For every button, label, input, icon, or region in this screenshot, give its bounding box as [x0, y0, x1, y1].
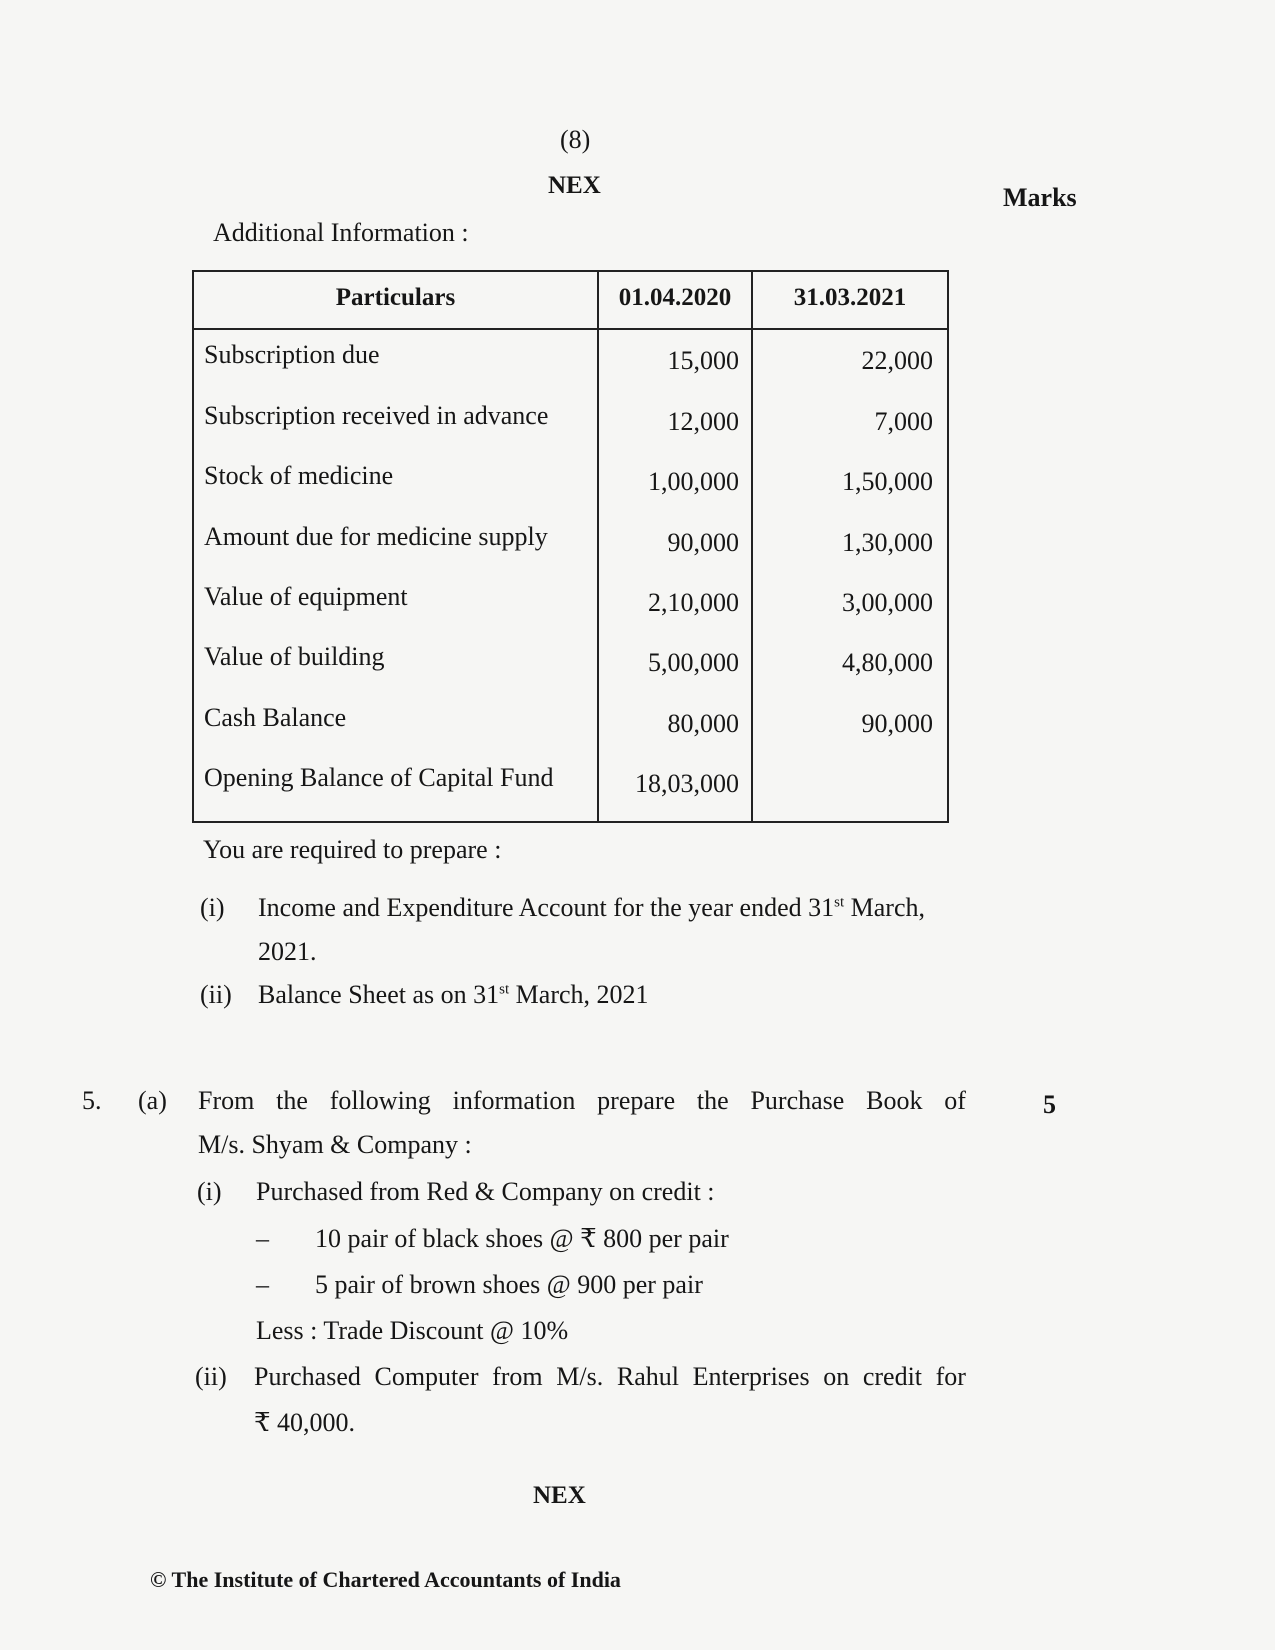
table-row-label: Opening Balance of Capital Fund	[204, 763, 554, 792]
additional-information-label: Additional Information :	[213, 218, 469, 247]
table-cell-opening: 90,000	[667, 528, 739, 557]
page-number: (8)	[560, 125, 591, 154]
table-cell-closing: 4,80,000	[842, 648, 933, 677]
table-cell-closing: 3,00,000	[842, 588, 933, 617]
question-marks: 5	[1043, 1090, 1056, 1119]
table-row-label: Value of building	[204, 642, 385, 671]
table-row-label: Stock of medicine	[204, 461, 394, 490]
required-item-1: Income and Expenditure Account for the year ended 31st March,	[258, 893, 925, 922]
required-intro: You are required to prepare :	[203, 835, 502, 864]
additional-information-table	[192, 270, 949, 823]
table-row-label: Subscription received in advance	[204, 401, 549, 430]
copyright-notice: © The Institute of Chartered Accountants of India	[150, 1567, 621, 1592]
table-row-label: Subscription due	[204, 340, 380, 369]
item-number: (i)	[197, 1177, 222, 1206]
paper-code-bottom: NEX	[533, 1482, 586, 1509]
table-cell-opening: 18,03,000	[635, 769, 739, 798]
table-cell-closing: 7,000	[874, 407, 933, 436]
paper-code-top: NEX	[548, 172, 601, 199]
question-line-2: M/s. Shyam & Company :	[198, 1130, 472, 1159]
table-row-label: Value of equipment	[204, 582, 408, 611]
purchase-item-2: Purchased Computer from M/s. Rahul Enterprises on credit for	[254, 1362, 966, 1391]
bullet-black-shoes: 10 pair of black shoes @ ₹ 800 per pair	[315, 1224, 729, 1253]
bullet-dash: –	[256, 1270, 269, 1299]
bullet-brown-shoes: 5 pair of brown shoes @ 900 per pair	[315, 1270, 703, 1299]
table-cell-closing: 22,000	[861, 346, 933, 375]
table-cell-opening: 15,000	[667, 346, 739, 375]
bullet-dash: –	[256, 1224, 269, 1253]
table-cell-closing: 90,000	[861, 709, 933, 738]
table-cell-opening: 5,00,000	[648, 648, 739, 677]
question-part: (a)	[138, 1086, 167, 1115]
required-item-1-continued: 2021.	[258, 937, 317, 966]
marks-heading: Marks	[1003, 183, 1077, 212]
trade-discount: Less : Trade Discount @ 10%	[256, 1316, 569, 1345]
question-number: 5.	[82, 1086, 102, 1115]
table-cell-closing: 1,50,000	[842, 467, 933, 496]
required-item-num: (i)	[200, 893, 225, 922]
purchase-item-1: Purchased from Red & Company on credit :	[256, 1177, 715, 1206]
question-line-1: From the following information prepare the Purchase Book of	[198, 1086, 966, 1115]
table-row-label: Amount due for medicine supply	[204, 522, 548, 551]
required-item-num: (ii)	[200, 980, 232, 1009]
required-item-2: Balance Sheet as on 31st March, 2021	[258, 980, 649, 1009]
table-row-label: Cash Balance	[204, 703, 347, 732]
header-closing-date: 31.03.2021	[793, 284, 907, 311]
header-opening-date: 01.04.2020	[618, 284, 732, 311]
table-cell-opening: 2,10,000	[648, 588, 739, 617]
table-cell-closing: 1,30,000	[842, 528, 933, 557]
table-cell-opening: 80,000	[667, 709, 739, 738]
item-number: (ii)	[195, 1362, 227, 1391]
table-cell-opening: 12,000	[667, 407, 739, 436]
header-particulars: Particulars	[335, 284, 456, 311]
header-divider	[194, 328, 947, 330]
table-cell-opening: 1,00,000	[648, 467, 739, 496]
purchase-item-2-amount: ₹ 40,000.	[254, 1408, 356, 1437]
